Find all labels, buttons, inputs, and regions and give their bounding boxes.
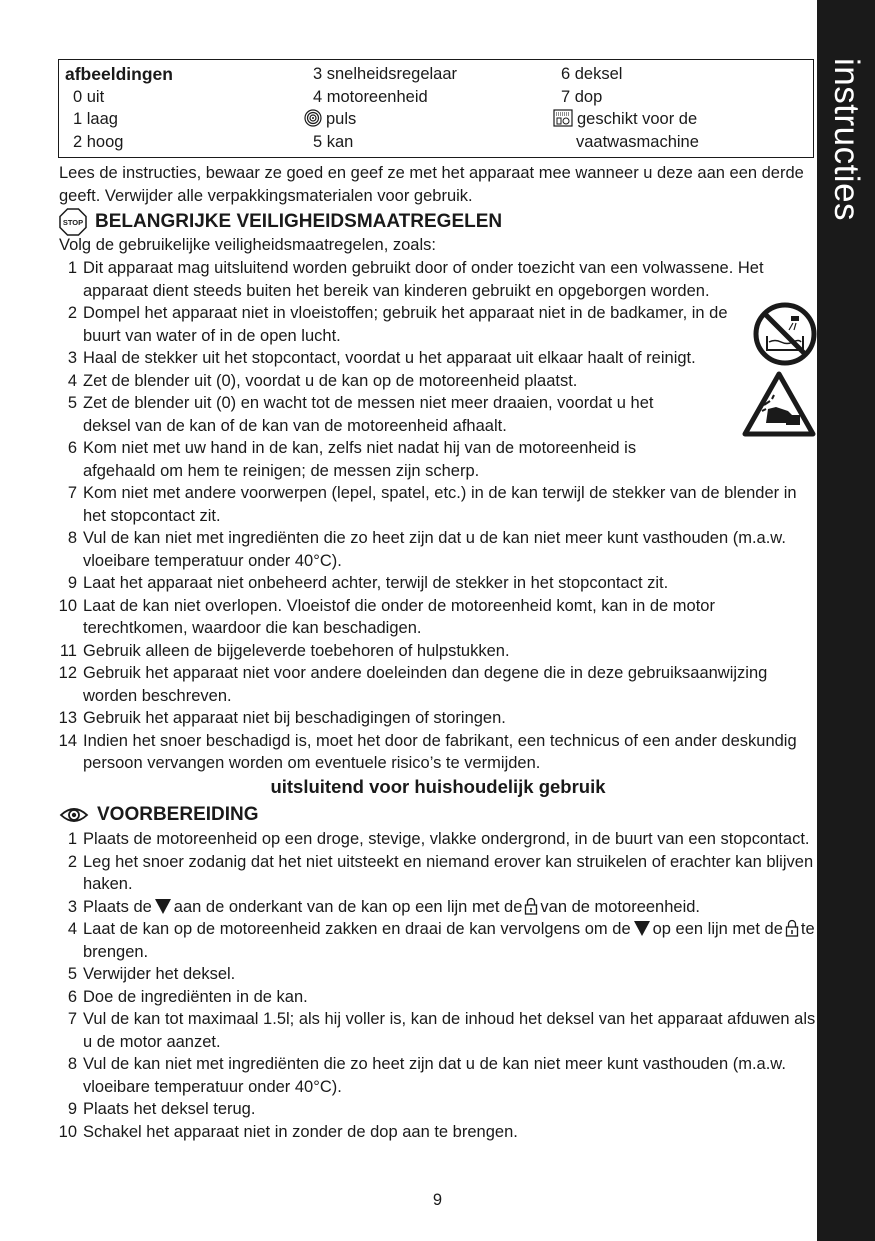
part-label: puls <box>326 110 357 128</box>
item-number: 12 <box>58 664 77 682</box>
part-item: vaatwasmachine <box>576 132 699 151</box>
prep-item <box>59 896 817 919</box>
dishwasher-icon <box>553 109 573 127</box>
item-number: 6 <box>67 987 77 1006</box>
safety-item <box>59 572 817 595</box>
triangle-marker-icon <box>634 921 650 936</box>
item-text: Zet de blender uit (0) en wacht tot de messen niet meer draaien, voordat u het deksel van de kan of de kan van de motoreenheid afhaalt. <box>83 394 654 435</box>
item-text: te brengen. <box>83 920 815 961</box>
prep-title: VOORBEREIDING <box>97 804 259 825</box>
part-item: 4 motoreenheid <box>313 87 428 106</box>
item-number: 9 <box>67 574 77 592</box>
safety-item <box>59 662 817 707</box>
part-item: 6 deksel <box>561 65 623 83</box>
part-item: 0 uit <box>73 87 105 106</box>
lock-icon <box>524 897 538 915</box>
item-text: op een lijn met de <box>652 920 783 938</box>
item-text: Zet de blender uit (0), voordat u de kan op de motoreenheid plaatst. <box>83 371 578 390</box>
part-item: 2 hoog <box>73 132 124 151</box>
prep-item <box>59 963 817 986</box>
item-text: Haal de stekker uit het stopcontact, voordat u het apparaat uit elkaar haalt of reinigt. <box>83 349 696 367</box>
safety-item <box>59 482 817 527</box>
item-number: 7 <box>67 1010 77 1028</box>
item-text: Laat de kan niet overlopen. Vloeistof die onder de motoreenheid komt, kan in de motor terechtkomen, waardoor die kan beschadigen. <box>83 596 715 637</box>
prep-item <box>59 828 817 851</box>
household-use-notice: uitsluitend voor huishoudelijk gebruik <box>270 776 606 797</box>
safety-item <box>59 527 817 572</box>
item-text: Gebruik alleen de bijgeleverde toebehoren of hulpstukken. <box>83 641 510 660</box>
parts-legend <box>58 59 814 158</box>
lock-icon <box>785 919 799 937</box>
part-item <box>553 108 699 131</box>
item-text: Laat de kan op de motoreenheid zakken en draai de kan vervolgens om de <box>83 920 631 938</box>
pulse-icon <box>304 109 322 127</box>
item-text: Plaats de <box>83 897 152 916</box>
item-number: 4 <box>67 371 77 390</box>
item-text: Gebruik het apparaat niet bij beschadigingen of storingen. <box>83 709 506 727</box>
item-number: 13 <box>58 709 77 727</box>
part-item: 1 laag <box>73 110 118 128</box>
item-text: Indien het snoer beschadigd is, moet het door de fabrikant, een technicus of een ander deskundig persoon vervangen worden om eventuele risico’s te vermijden. <box>83 731 797 772</box>
part-item: 3 snelheidsregelaar <box>313 65 458 83</box>
safety-item <box>59 302 817 347</box>
item-text: Dit apparaat mag uitsluitend worden gebruikt door of onder toezicht van een volwassene. Het apparaat dient steeds buiten het bereik van kinderen gebruikt en opgeborgen worden. <box>83 259 764 300</box>
item-number: 4 <box>67 920 77 938</box>
prep-item <box>59 1121 817 1144</box>
safety-intro: Volg de gebruikelijke veiligheidsmaatregelen, zoals: <box>59 236 436 254</box>
safety-list <box>59 257 817 775</box>
item-text: aan de onderkant van de kan op een lijn met de <box>173 897 523 916</box>
prep-item <box>59 1098 817 1121</box>
item-number: 9 <box>67 1100 77 1118</box>
item-text: van de motoreenheid. <box>540 897 701 916</box>
item-number: 3 <box>67 349 77 367</box>
safety-item <box>59 347 817 370</box>
prep-item <box>59 986 817 1009</box>
item-number: 6 <box>67 439 77 457</box>
item-number: 3 <box>67 897 77 916</box>
side-tab-label: instructies <box>827 58 866 222</box>
triangle-marker-icon <box>155 899 171 914</box>
safety-item <box>59 730 817 775</box>
item-number: 7 <box>67 484 77 502</box>
item-number: 8 <box>67 529 77 547</box>
safety-item <box>59 392 817 437</box>
safety-item <box>59 595 817 640</box>
safety-item <box>59 437 817 482</box>
parts-heading: afbeeldingen <box>65 64 173 84</box>
no-water-warning-icon <box>753 302 817 366</box>
eye-icon <box>59 804 89 826</box>
prep-heading <box>59 804 259 826</box>
item-text: Dompel het apparaat niet in vloeistoffen; gebruik het apparaat niet in de badkamer, in de buurt van water of in de open lucht. <box>83 304 728 345</box>
safety-heading <box>59 208 502 236</box>
item-number: 10 <box>58 1122 77 1141</box>
prep-item <box>59 851 817 896</box>
item-number: 1 <box>67 259 77 277</box>
parts-column-3 <box>561 63 699 153</box>
prep-item <box>59 918 817 963</box>
item-text: Plaats het deksel terug. <box>83 1100 256 1118</box>
item-number: 10 <box>58 596 77 615</box>
item-text: Kom niet met andere voorwerpen (lepel, spatel, etc.) in de kan terwijl de stekker van de blender in het stopcontact zit. <box>83 484 797 525</box>
part-item: 5 kan <box>313 132 354 151</box>
part-item: 7 dop <box>561 87 603 106</box>
item-number: 11 <box>59 641 77 660</box>
item-number: 8 <box>67 1055 77 1073</box>
item-text: Schakel het apparaat niet in zonder de dop aan te brengen. <box>83 1122 518 1141</box>
stop-icon-label: STOP <box>62 218 84 227</box>
parts-column-1 <box>65 63 173 153</box>
item-text: Kom niet met uw hand in de kan, zelfs niet nadat hij van de motoreenheid is afgehaald om hem te reinigen; de messen zijn scherp. <box>83 439 637 480</box>
item-number: 5 <box>67 965 77 983</box>
part-item <box>304 108 457 131</box>
sharp-blades-warning-icon <box>742 371 816 437</box>
intro-text: Lees de instructies, bewaar ze goed en geef ze met het apparaat mee wanneer u deze aan een derde geeft. Verwijder alle verpakkingsmaterialen voor gebruik. <box>59 164 804 205</box>
item-text: Verwijder het deksel. <box>83 965 236 983</box>
safety-item <box>59 370 817 393</box>
safety-title: BELANGRIJKE VEILIGHEIDSMAATREGELEN <box>95 211 503 232</box>
safety-item <box>59 707 817 730</box>
item-number: 5 <box>67 394 77 412</box>
item-number: 2 <box>67 852 77 871</box>
item-text: Leg het snoer zodanig dat het niet uitsteekt en niemand erover kan struikelen of erachter kan blijven haken. <box>83 852 814 893</box>
item-text: Vul de kan niet met ingrediënten die zo heet zijn dat u de kan niet meer kunt vasthouden (m.a.w. vloeibare temperatuur onder 40°C). <box>83 1055 786 1096</box>
parts-column-2 <box>313 63 457 153</box>
item-number: 14 <box>58 731 77 750</box>
part-label: geschikt voor de <box>577 110 698 128</box>
item-text: Gebruik het apparaat niet voor andere doeleinden dan degene die in deze gebruiksaanwijzing worden beschreven. <box>83 664 768 705</box>
safety-item <box>59 257 817 302</box>
item-text: Laat het apparaat niet onbeheerd achter, terwijl de stekker in het stopcontact zit. <box>83 574 669 592</box>
page-number: 9 <box>432 1191 443 1209</box>
item-number: 2 <box>67 304 77 322</box>
prep-item <box>59 1008 817 1053</box>
item-text: Plaats de motoreenheid op een droge, stevige, vlakke ondergrond, in de buurt van een stopcontact. <box>83 830 810 848</box>
prep-list <box>59 828 817 1143</box>
stop-icon <box>59 208 87 236</box>
prep-item <box>59 1053 817 1098</box>
item-text: Vul de kan niet met ingrediënten die zo heet zijn dat u de kan niet meer kunt vasthouden (m.a.w. vloeibare temperatuur onder 40°C). <box>83 529 786 570</box>
item-text: Vul de kan tot maximaal 1.5l; als hij voller is, kan de inhoud het deksel van het apparaat afduwen als u de motor aanzet. <box>83 1010 816 1051</box>
item-number: 1 <box>67 830 77 848</box>
item-text: Doe de ingrediënten in de kan. <box>83 987 308 1006</box>
safety-item <box>59 640 817 663</box>
